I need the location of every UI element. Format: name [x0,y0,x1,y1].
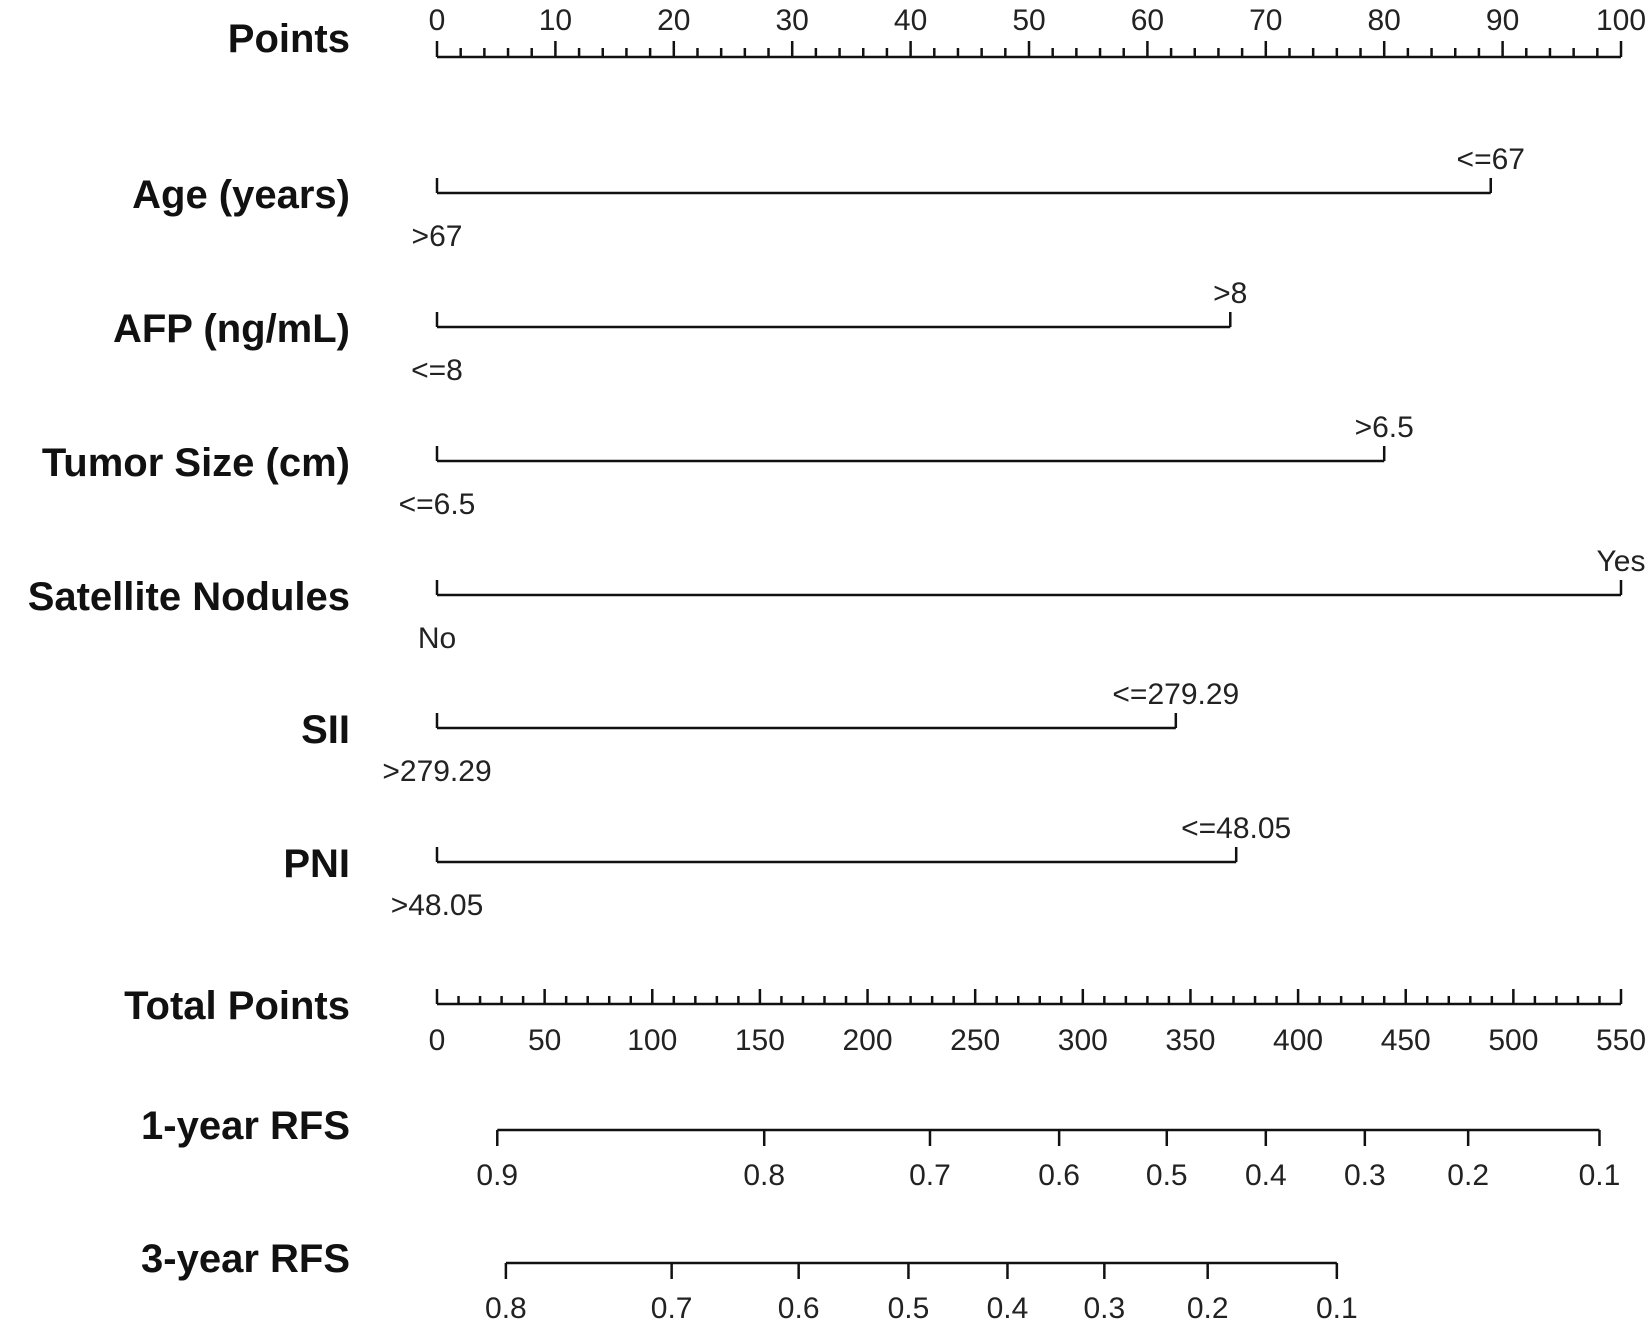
total-tick-label: 550 [1595,1024,1647,1057]
1-year-rfs-tick-label: 0.6 [1038,1159,1080,1192]
3-year-rfs-tick-label: 0.8 [485,1292,527,1321]
afp-ng-ml-label: AFP (ng/mL) [112,307,350,351]
3-year-rfs-tick-label: 0.2 [1186,1292,1229,1321]
3-year-rfs-tick-label: 0.6 [777,1292,820,1321]
points-tick-label: 90 [1485,4,1520,37]
points-axis-label: Points [227,17,350,61]
1-year-rfs-label: 1-year RFS [141,1104,350,1148]
points-tick-label: 30 [775,4,809,37]
satellite-nodules-level-label: Yes [1596,545,1646,578]
3-year-rfs-tick-label: 0.1 [1315,1292,1358,1321]
afp-ng-ml-level-label: >8 [1213,277,1248,310]
1-year-rfs-tick-label: 0.4 [1244,1159,1287,1192]
tumor-size-cm-level-label: >6.5 [1354,411,1414,444]
tumor-size-cm-label: Tumor Size (cm) [41,441,350,485]
total-tick-label: 450 [1380,1024,1431,1057]
3-year-rfs-label: 3-year RFS [141,1237,350,1281]
points-tick-label: 50 [1012,4,1046,37]
points-tick-label: 80 [1367,4,1401,37]
age-years-level-label: <=67 [1456,143,1525,176]
pni-level-label: >48.05 [390,889,484,922]
1-year-rfs-tick-label: 0.1 [1578,1159,1621,1192]
points-tick-label: 0 [428,4,446,37]
1-year-rfs-tick-label: 0.9 [476,1159,519,1192]
sii-label: SII [301,708,350,752]
pni-label: PNI [283,842,350,886]
3-year-rfs-tick-label: 0.7 [650,1292,693,1321]
3-year-rfs-tick-label: 0.4 [986,1292,1029,1321]
points-tick-label: 20 [657,4,691,37]
sii-level-label: <=279.29 [1112,678,1240,711]
satellite-nodules-label: Satellite Nodules [27,575,350,619]
total-tick-label: 200 [842,1024,893,1057]
total-tick-label: 500 [1488,1024,1539,1057]
1-year-rfs-tick-label: 0.5 [1145,1159,1188,1192]
1-year-rfs-tick-label: 0.2 [1447,1159,1490,1192]
age-years-level-label: >67 [411,220,463,253]
1-year-rfs-tick-label: 0.3 [1343,1159,1386,1192]
points-axis [429,4,1646,57]
tumor-size-cm-level-label: <=6.5 [398,488,476,521]
total-tick-label: 300 [1057,1024,1108,1057]
1-year-rfs-tick-label: 0.8 [743,1159,786,1192]
variable-scales [382,143,1645,922]
total-tick-label: 50 [527,1024,562,1057]
sii-level-label: >279.29 [382,755,492,788]
1-year-rfs-tick-label: 0.7 [909,1159,951,1192]
3-year-rfs-tick-label: 0.3 [1083,1292,1126,1321]
3-year-rfs-tick-label: 0.5 [887,1292,930,1321]
total-tick-label: 400 [1273,1024,1324,1057]
points-tick-label: 10 [538,4,573,37]
total-tick-label: 250 [950,1024,1001,1057]
afp-ng-ml-level-label: <=8 [411,354,463,387]
points-tick-label: 60 [1130,4,1165,37]
satellite-nodules-level-label: No [417,622,457,655]
total-points-label: Total Points [124,984,350,1028]
points-tick-label: 40 [893,4,928,37]
probability-axes [476,1130,1620,1321]
pni-level-label: <=48.05 [1181,812,1292,845]
points-tick-label: 100 [1595,4,1647,37]
total-points-axis [429,989,1646,1057]
total-tick-label: 100 [627,1024,678,1057]
total-tick-label: 0 [428,1024,446,1057]
total-tick-label: 150 [734,1024,785,1057]
row-labels [28,17,350,1281]
points-tick-label: 70 [1249,4,1283,37]
total-tick-label: 350 [1165,1024,1216,1057]
age-years-label: Age (years) [132,173,350,217]
